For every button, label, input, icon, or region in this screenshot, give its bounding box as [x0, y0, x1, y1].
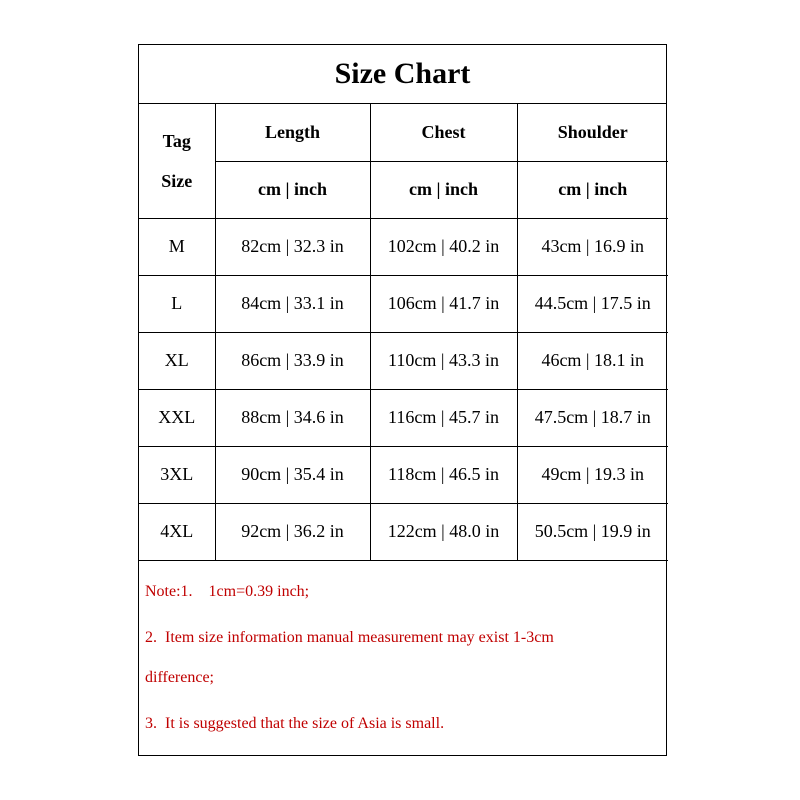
note-line-1: Note:1. 1cm=0.39 inch; — [145, 583, 310, 600]
table-row — [139, 275, 668, 332]
table-row — [139, 332, 668, 389]
unit-row — [139, 161, 668, 218]
tag-label: Tag — [162, 130, 191, 151]
chest-cell: 118cm | 46.5 in — [370, 446, 517, 503]
length-cell: 92cm | 36.2 in — [215, 503, 370, 560]
tag-size-header — [139, 104, 215, 218]
size-table — [139, 104, 668, 561]
size-cell: M — [139, 218, 215, 275]
size-chart-frame — [138, 44, 667, 756]
shoulder-cell: 43cm | 16.9 in — [517, 218, 668, 275]
size-cell: XXL — [139, 389, 215, 446]
shoulder-header: Shoulder — [517, 104, 668, 161]
table-row — [139, 503, 668, 560]
chest-unit: cm | inch — [370, 161, 517, 218]
shoulder-unit: cm | inch — [517, 161, 668, 218]
chest-header: Chest — [370, 104, 517, 161]
length-cell: 82cm | 32.3 in — [215, 218, 370, 275]
size-cell: XL — [139, 332, 215, 389]
size-cell: 3XL — [139, 446, 215, 503]
note-line-4: 3. It is suggested that the size of Asia is small. — [145, 715, 445, 732]
header-row — [139, 104, 668, 161]
length-cell: 88cm | 34.6 in — [215, 389, 370, 446]
shoulder-cell: 46cm | 18.1 in — [517, 332, 668, 389]
shoulder-cell: 44.5cm | 17.5 in — [517, 275, 668, 332]
table-row — [139, 218, 668, 275]
length-cell: 84cm | 33.1 in — [215, 275, 370, 332]
length-unit: cm | inch — [215, 161, 370, 218]
shoulder-cell: 50.5cm | 19.9 in — [517, 503, 668, 560]
length-cell: 86cm | 33.9 in — [215, 332, 370, 389]
chest-cell: 102cm | 40.2 in — [370, 218, 517, 275]
chest-cell: 116cm | 45.7 in — [370, 389, 517, 446]
chest-cell: 106cm | 41.7 in — [370, 275, 517, 332]
size-cell: 4XL — [139, 503, 215, 560]
note-line-2: 2. Item size information manual measurement may exist 1-3cm — [145, 629, 554, 646]
chart-title: Size Chart — [139, 45, 666, 104]
table-row — [139, 446, 668, 503]
table-row — [139, 389, 668, 446]
note-line-3: difference; — [145, 669, 214, 686]
length-header: Length — [215, 104, 370, 161]
shoulder-cell: 47.5cm | 18.7 in — [517, 389, 668, 446]
chest-cell: 110cm | 43.3 in — [370, 332, 517, 389]
shoulder-cell: 49cm | 19.3 in — [517, 446, 668, 503]
length-cell: 90cm | 35.4 in — [215, 446, 370, 503]
chest-cell: 122cm | 48.0 in — [370, 503, 517, 560]
size-label: Size — [161, 170, 193, 191]
size-cell: L — [139, 275, 215, 332]
